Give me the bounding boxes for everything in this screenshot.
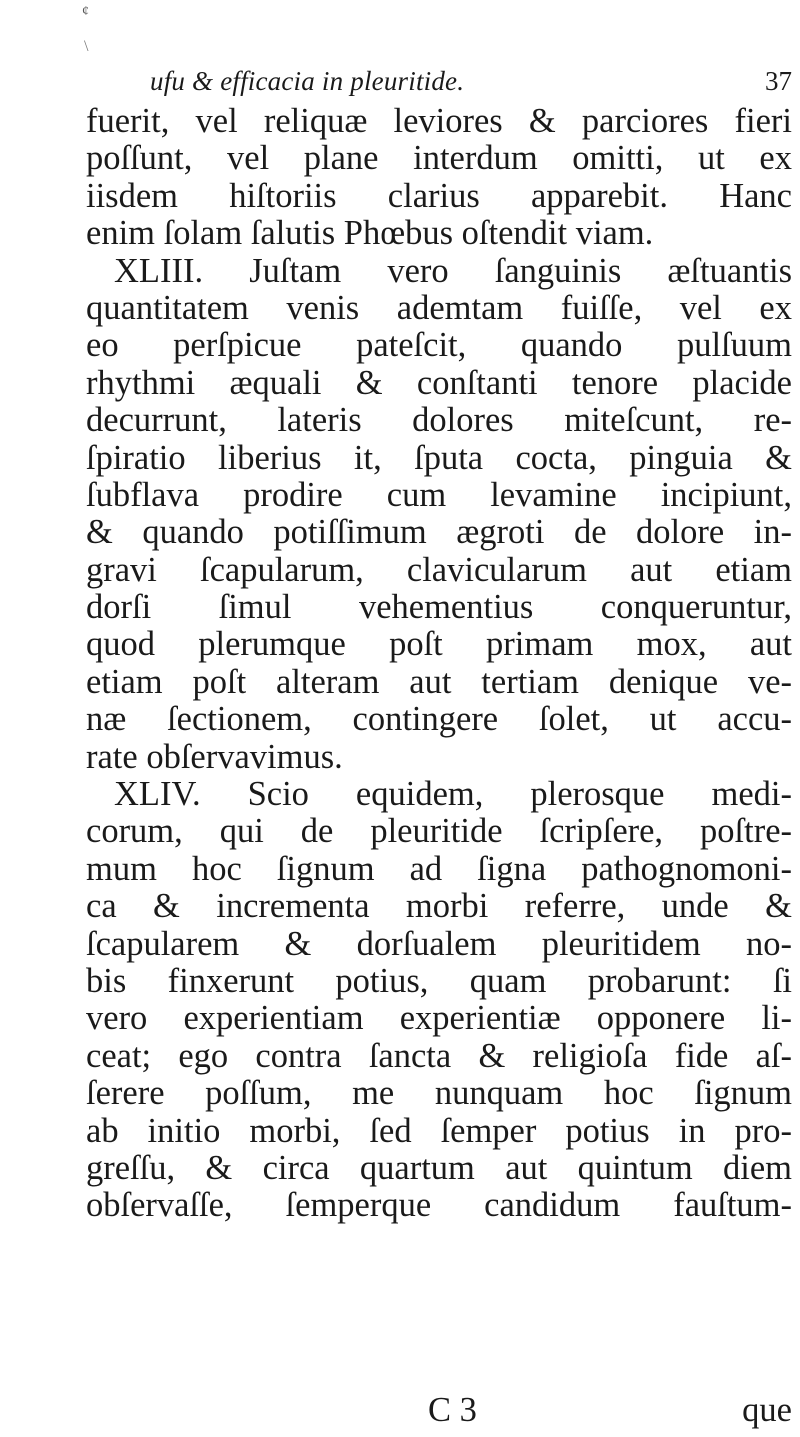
text-line: ſpiratio liberius it, ſputa cocta, pinguia &	[86, 438, 792, 477]
section-heading-line: XLIV. Scio equidem, plerosque medi-	[114, 775, 792, 814]
text-line: decurrunt, lateris dolores miteſcunt, re-	[86, 401, 792, 440]
text-line: rhythmi æquali & conſtanti tenore placide	[86, 363, 792, 402]
page-number: 37	[765, 66, 792, 96]
text-line: ſcapularem & dorſualem pleuritidem no-	[86, 924, 792, 963]
text-line: ſubflava prodire cum levamine incipiunt,	[86, 475, 792, 514]
page-footer	[86, 1392, 792, 1432]
text-line: rate obſervavimus.	[86, 737, 343, 776]
text-line: quantitatem venis ademtam fuiſſe, vel ex	[86, 288, 792, 327]
text-line: ca & incrementa morbi referre, unde &	[86, 887, 792, 926]
running-title: ufu & efficacia in pleuritide.	[150, 66, 465, 96]
text-line: greſſu, & circa quartum aut quintum diem	[86, 1148, 792, 1187]
ink-mark: ¢	[82, 4, 89, 19]
text-line: mum hoc ſignum ad ſigna pathognomoni-	[86, 849, 792, 888]
text-line: corum, qui de pleuritide ſcripſere, poſtre-	[86, 812, 792, 851]
text-line: poſſunt, vel plane interdum omitti, ut ex	[86, 139, 792, 178]
text-line: næ ſectionem, contingere ſolet, ut accu-	[86, 700, 792, 739]
section-heading-line: XLIII. Juſtam vero ſanguinis æſtuantis	[114, 251, 792, 290]
catchword: que	[742, 1391, 792, 1429]
page-header	[80, 66, 792, 106]
ink-slash: \	[84, 38, 89, 55]
text-line: ceat; ego contra ſancta & religioſa fide aſ-	[86, 1036, 792, 1075]
text-line: obſervaſſe, ſemperque candidum fauſtum-	[86, 1186, 792, 1225]
text-line: iisdem hiſtoriis clarius apparebit. Hanc	[86, 176, 792, 215]
signature-mark: C 3	[428, 1391, 477, 1429]
text-line: enim ſolam ſalutis Phœbus oſtendit viam.	[86, 214, 654, 253]
text-line: dorſi ſimul vehementius conqueruntur,	[86, 588, 792, 627]
body-text	[86, 103, 792, 1225]
text-line: ſerere poſſum, me nunquam hoc ſignum	[86, 1074, 792, 1113]
text-line: bis finxerunt potius, quam probarunt: ſi	[86, 961, 792, 1000]
text-line: ab initio morbi, ſed ſemper potius in pro-	[86, 1111, 792, 1150]
text-line: & quando potiſſimum ægroti de dolore in-	[86, 513, 792, 552]
text-line: vero experientiam experientiæ opponere li-	[86, 999, 792, 1038]
text-line: etiam poſt alteram aut tertiam denique ve-	[86, 662, 792, 701]
text-line: gravi ſcapularum, clavicularum aut etiam	[86, 550, 792, 589]
text-line: quod plerumque poſt primam mox, aut	[86, 625, 792, 664]
text-line: eo perſpicue pateſcit, quando pulſuum	[86, 326, 792, 365]
text-line: fuerit, vel reliquæ leviores & parciores fieri	[86, 102, 792, 140]
